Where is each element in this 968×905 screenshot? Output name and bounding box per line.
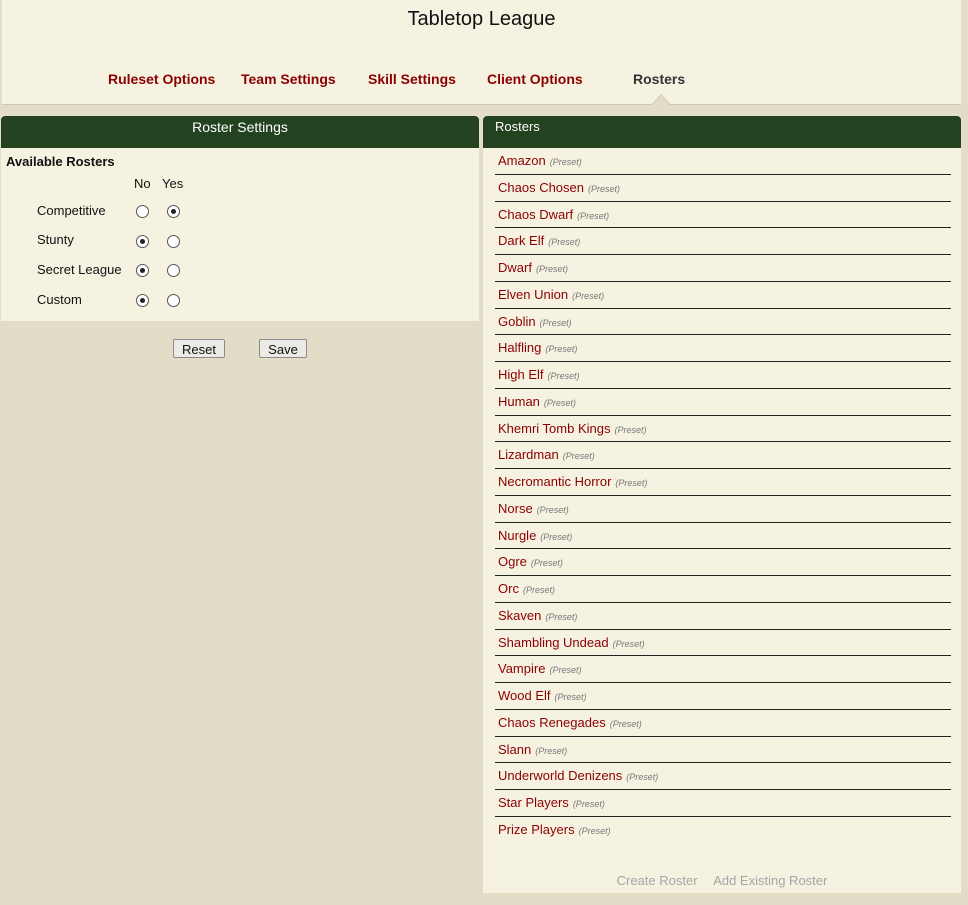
save-button[interactable]: Save [259, 339, 307, 358]
preset-tag: (Preset) [535, 264, 568, 274]
list-item [495, 496, 951, 523]
tab-rosters[interactable]: Rosters [633, 71, 686, 87]
roster-settings-header: Roster Settings [1, 116, 479, 148]
list-item [495, 202, 951, 229]
list-item [495, 255, 951, 282]
roster-link[interactable]: Star Players [498, 795, 569, 810]
roster-link[interactable]: Necromantic Horror [498, 474, 612, 489]
competitive-yes-radio[interactable] [167, 205, 180, 218]
list-item [495, 817, 951, 844]
preset-tag: (Preset) [543, 397, 576, 408]
stunty-yes-radio[interactable] [167, 235, 180, 248]
list-item [495, 389, 951, 416]
preset-tag: (Preset) [572, 799, 605, 809]
preset-tag: (Preset) [536, 504, 569, 515]
preset-tag: (Preset) [588, 183, 621, 194]
preset-tag: (Preset) [626, 772, 659, 783]
list-item [495, 763, 951, 790]
page-title: Tabletop League [407, 8, 556, 30]
list-item [495, 710, 951, 737]
list-item [495, 683, 951, 710]
roster-link[interactable]: Orc [498, 581, 519, 596]
roster-link[interactable]: Dwarf [498, 260, 532, 275]
available-rosters-title: Available Rosters [6, 154, 115, 169]
list-item [495, 549, 951, 576]
roster-link[interactable]: Human [498, 393, 540, 409]
roster-link[interactable]: Slann [498, 741, 532, 757]
roster-settings-panel [1, 116, 479, 321]
roster-link[interactable]: Goblin [498, 313, 536, 329]
roster-link[interactable]: Chaos Chosen [498, 179, 584, 195]
competitive-label: Competitive [37, 203, 106, 218]
preset-tag: (Preset) [547, 371, 580, 381]
roster-link[interactable]: Chaos Dwarf [498, 206, 574, 222]
preset-tag: (Preset) [615, 478, 648, 488]
secret-league-label: Secret League [37, 262, 122, 277]
active-tab-indicator-fill [652, 95, 670, 105]
roster-link[interactable]: Lizardman [498, 447, 559, 463]
preset-tag: (Preset) [549, 665, 582, 676]
competitive-no-radio[interactable] [136, 205, 149, 218]
preset-tag: (Preset) [554, 692, 587, 702]
stunty-label: Stunty [37, 232, 74, 247]
preset-tag: (Preset) [578, 825, 611, 836]
tab-client-options[interactable]: Client Options [487, 71, 583, 87]
list-item [495, 576, 951, 603]
column-no-label: No [134, 176, 151, 191]
preset-tag: (Preset) [609, 718, 642, 729]
list-item [495, 175, 951, 202]
list-item [495, 416, 951, 443]
preset-tag: (Preset) [548, 237, 581, 248]
secret-league-no-radio[interactable] [136, 264, 149, 277]
roster-link[interactable]: Ogre [498, 554, 527, 570]
list-item [495, 737, 951, 764]
list-item [495, 523, 951, 550]
roster-link[interactable]: High Elf [498, 367, 544, 382]
roster-link[interactable]: Dark Elf [498, 233, 545, 249]
list-item [495, 362, 951, 389]
roster-link[interactable]: Prize Players [498, 821, 575, 837]
list-item [495, 469, 951, 496]
roster-link[interactable]: Chaos Renegades [498, 714, 606, 730]
rosters-panel [483, 116, 961, 893]
roster-link[interactable]: Khemri Tomb Kings [498, 420, 611, 436]
preset-tag: (Preset) [549, 157, 582, 167]
preset-tag: (Preset) [614, 424, 647, 435]
roster-link[interactable]: Underworld Denizens [498, 768, 623, 784]
rosters-header: Rosters [483, 116, 961, 148]
preset-tag: (Preset) [535, 745, 568, 756]
tab-ruleset-options[interactable]: Ruleset Options [108, 71, 216, 87]
preset-tag: (Preset) [522, 585, 555, 595]
custom-no-radio[interactable] [136, 294, 149, 307]
roster-list [495, 148, 951, 844]
tab-team-settings[interactable]: Team Settings [241, 71, 336, 87]
list-item [495, 309, 951, 336]
preset-tag: (Preset) [577, 210, 610, 221]
list-item [495, 282, 951, 309]
roster-link[interactable]: Norse [498, 500, 533, 516]
preset-tag: (Preset) [540, 531, 573, 542]
preset-tag: (Preset) [612, 638, 645, 649]
list-item [495, 335, 951, 362]
preset-tag: (Preset) [562, 451, 595, 462]
page-header [2, 0, 961, 105]
roster-link[interactable]: Shambling Undead [498, 634, 609, 650]
reset-button[interactable]: Reset [173, 339, 225, 358]
preset-tag: (Preset) [539, 317, 572, 328]
roster-link[interactable]: Wood Elf [498, 688, 551, 703]
custom-yes-radio[interactable] [167, 294, 180, 307]
preset-tag: (Preset) [572, 290, 605, 301]
roster-link[interactable]: Skaven [498, 607, 542, 623]
custom-label: Custom [37, 292, 82, 307]
list-item [495, 228, 951, 255]
preset-tag: (Preset) [530, 558, 563, 569]
roster-link[interactable]: Amazon [498, 153, 546, 168]
roster-link[interactable]: Elven Union [498, 286, 569, 302]
add-existing-roster-link[interactable]: Add Existing Roster [713, 873, 828, 888]
list-item [495, 790, 951, 817]
list-item [495, 630, 951, 657]
tab-skill-settings[interactable]: Skill Settings [368, 71, 456, 87]
column-yes-label: Yes [162, 176, 184, 191]
roster-link[interactable]: Halfling [498, 340, 542, 356]
preset-tag: (Preset) [545, 344, 578, 355]
list-item [495, 442, 951, 469]
stunty-no-radio[interactable] [136, 235, 149, 248]
roster-link[interactable]: Vampire [498, 661, 546, 677]
list-item [495, 656, 951, 683]
preset-tag: (Preset) [545, 611, 578, 622]
roster-actions [483, 873, 961, 888]
secret-league-yes-radio[interactable] [167, 264, 180, 277]
roster-link[interactable]: Nurgle [498, 527, 537, 543]
list-item [495, 603, 951, 630]
create-roster-link[interactable]: Create Roster [616, 873, 698, 888]
list-item [495, 148, 951, 175]
